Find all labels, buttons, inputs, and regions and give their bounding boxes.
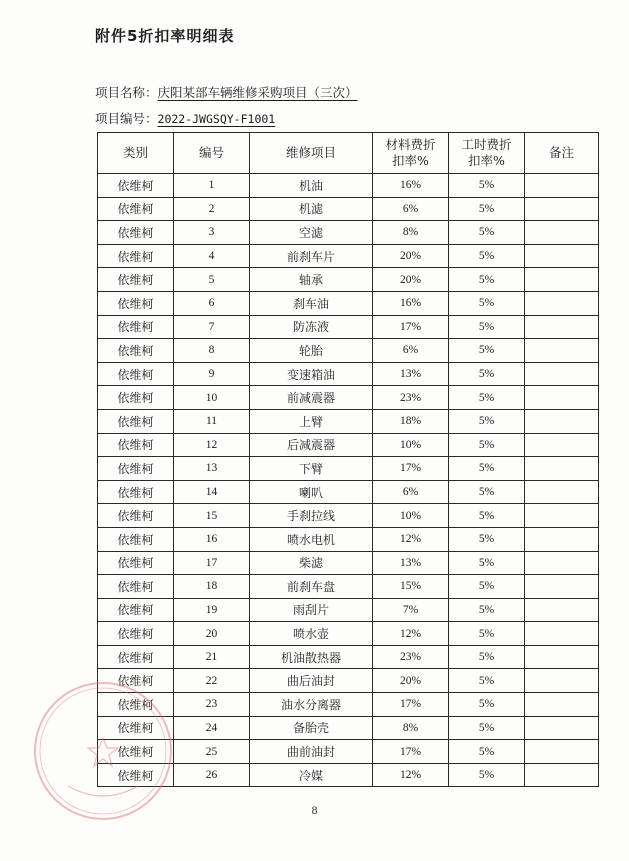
cell-category: 依维柯 [98, 693, 174, 717]
table-row [98, 527, 599, 551]
header-labor-line1: 工时费折 [461, 137, 512, 152]
cell-item: 前刹车盘 [250, 575, 373, 599]
cell-item: 防冻液 [250, 315, 373, 339]
cell-category: 依维柯 [98, 433, 174, 457]
cell-material-rate: 17% [373, 693, 449, 717]
table-row [98, 221, 599, 245]
cell-item: 轴承 [250, 268, 373, 292]
cell-category: 依维柯 [98, 669, 174, 693]
cell-material-rate: 18% [373, 409, 449, 433]
cell-item: 曲前油封 [250, 740, 373, 764]
cell-category: 依维柯 [98, 598, 174, 622]
table-row [98, 268, 599, 292]
cell-material-rate: 17% [373, 457, 449, 481]
cell-category: 依维柯 [98, 386, 174, 410]
cell-labor-rate: 5% [449, 315, 525, 339]
page-number: 8 [311, 806, 318, 817]
cell-note [525, 315, 599, 339]
cell-note [525, 763, 599, 787]
cell-category: 依维柯 [98, 457, 174, 481]
table-row [98, 197, 599, 221]
cell-number: 7 [174, 315, 250, 339]
cell-item: 变速箱油 [250, 362, 373, 386]
cell-note [525, 433, 599, 457]
table-row [98, 457, 599, 481]
cell-labor-rate: 5% [449, 504, 525, 528]
cell-note [525, 409, 599, 433]
cell-category: 依维柯 [98, 622, 174, 646]
cell-labor-rate: 5% [449, 669, 525, 693]
project-name-line [95, 83, 358, 101]
cell-note [525, 645, 599, 669]
cell-item: 手刹拉线 [250, 504, 373, 528]
project-number-line [95, 109, 298, 127]
cell-category: 依维柯 [98, 197, 174, 221]
table-row [98, 740, 599, 764]
table-row [98, 575, 599, 599]
table-row [98, 551, 599, 575]
cell-note [525, 527, 599, 551]
cell-category: 依维柯 [98, 268, 174, 292]
cell-labor-rate: 5% [449, 575, 525, 599]
cell-labor-rate: 5% [449, 362, 525, 386]
cell-item: 曲后油封 [250, 669, 373, 693]
cell-number: 10 [174, 386, 250, 410]
cell-item: 冷媒 [250, 763, 373, 787]
cell-item: 刹车油 [250, 291, 373, 315]
cell-material-rate: 8% [373, 716, 449, 740]
cell-labor-rate: 5% [449, 244, 525, 268]
cell-number: 21 [174, 645, 250, 669]
header-category: 类别 [98, 133, 174, 174]
cell-note [525, 362, 599, 386]
cell-material-rate: 7% [373, 598, 449, 622]
cell-note [525, 551, 599, 575]
cell-labor-rate: 5% [449, 740, 525, 764]
cell-labor-rate: 5% [449, 268, 525, 292]
header-material-rate [373, 133, 449, 174]
cell-labor-rate: 5% [449, 221, 525, 245]
cell-labor-rate: 5% [449, 339, 525, 363]
cell-note [525, 197, 599, 221]
cell-item: 喷水电机 [250, 527, 373, 551]
cell-material-rate: 16% [373, 174, 449, 198]
table-body [98, 174, 599, 787]
cell-category: 依维柯 [98, 504, 174, 528]
cell-item: 前刹车片 [250, 244, 373, 268]
cell-material-rate: 6% [373, 480, 449, 504]
cell-item: 机油 [250, 174, 373, 198]
cell-number: 1 [174, 174, 250, 198]
cell-item: 柴滤 [250, 551, 373, 575]
project-number-label: 项目编号： [95, 111, 158, 126]
header-note: 备注 [525, 133, 599, 174]
header-labor-rate [449, 133, 525, 174]
header-material-line1: 材料费折 [385, 137, 436, 152]
cell-number: 19 [174, 598, 250, 622]
cell-item: 上臂 [250, 409, 373, 433]
cell-category: 依维柯 [98, 551, 174, 575]
cell-category: 依维柯 [98, 339, 174, 363]
cell-labor-rate: 5% [449, 291, 525, 315]
cell-number: 17 [174, 551, 250, 575]
cell-category: 依维柯 [98, 409, 174, 433]
table-header-row [98, 133, 599, 174]
table-row [98, 645, 599, 669]
cell-note [525, 339, 599, 363]
cell-number: 3 [174, 221, 250, 245]
cell-category: 依维柯 [98, 174, 174, 198]
cell-note [525, 291, 599, 315]
cell-number: 14 [174, 480, 250, 504]
cell-labor-rate: 5% [449, 409, 525, 433]
cell-item: 机滤 [250, 197, 373, 221]
cell-number: 22 [174, 669, 250, 693]
cell-note [525, 693, 599, 717]
cell-material-rate: 10% [373, 504, 449, 528]
cell-number: 5 [174, 268, 250, 292]
cell-material-rate: 6% [373, 339, 449, 363]
cell-note [525, 174, 599, 198]
cell-item: 前减震器 [250, 386, 373, 410]
table-row [98, 291, 599, 315]
cell-material-rate: 13% [373, 362, 449, 386]
cell-labor-rate: 5% [449, 174, 525, 198]
cell-note [525, 221, 599, 245]
cell-material-rate: 10% [373, 433, 449, 457]
cell-material-rate: 12% [373, 527, 449, 551]
cell-material-rate: 20% [373, 268, 449, 292]
table-row [98, 409, 599, 433]
cell-item: 喷水壶 [250, 622, 373, 646]
cell-material-rate: 6% [373, 197, 449, 221]
project-number-value: 2022-JWGSQY-F1001 [157, 112, 276, 126]
cell-note [525, 268, 599, 292]
cell-number: 15 [174, 504, 250, 528]
cell-item: 备胎壳 [250, 716, 373, 740]
table-row [98, 174, 599, 198]
table-row [98, 339, 599, 363]
cell-note [525, 740, 599, 764]
cell-labor-rate: 5% [449, 693, 525, 717]
cell-labor-rate: 5% [449, 763, 525, 787]
table-row [98, 362, 599, 386]
table-row [98, 716, 599, 740]
table-row [98, 480, 599, 504]
cell-category: 依维柯 [98, 244, 174, 268]
cell-material-rate: 20% [373, 244, 449, 268]
cell-number: 26 [174, 763, 250, 787]
cell-labor-rate: 5% [449, 622, 525, 646]
cell-number: 2 [174, 197, 250, 221]
cell-note [525, 622, 599, 646]
cell-number: 9 [174, 362, 250, 386]
cell-item: 后减震器 [250, 433, 373, 457]
document-title: 附件5折扣率明细表 [95, 27, 235, 45]
cell-number: 6 [174, 291, 250, 315]
header-item: 维修项目 [250, 133, 373, 174]
cell-number: 24 [174, 716, 250, 740]
table-row [98, 433, 599, 457]
cell-item: 雨刮片 [250, 598, 373, 622]
cell-number: 13 [174, 457, 250, 481]
cell-material-rate: 15% [373, 575, 449, 599]
project-name-value: 庆阳某部车辆维修采购项目（三次） [157, 85, 358, 100]
cell-note [525, 244, 599, 268]
cell-labor-rate: 5% [449, 598, 525, 622]
cell-number: 25 [174, 740, 250, 764]
cell-item: 油水分离器 [250, 693, 373, 717]
cell-category: 依维柯 [98, 575, 174, 599]
cell-item: 轮胎 [250, 339, 373, 363]
cell-note [525, 386, 599, 410]
cell-category: 依维柯 [98, 645, 174, 669]
cell-material-rate: 20% [373, 669, 449, 693]
cell-item: 空滤 [250, 221, 373, 245]
cell-material-rate: 17% [373, 740, 449, 764]
cell-category: 依维柯 [98, 291, 174, 315]
header-material-line2: 扣率% [392, 153, 429, 168]
cell-number: 23 [174, 693, 250, 717]
cell-material-rate: 17% [373, 315, 449, 339]
header-number: 编号 [174, 133, 250, 174]
cell-labor-rate: 5% [449, 645, 525, 669]
table-row [98, 504, 599, 528]
cell-category: 依维柯 [98, 221, 174, 245]
cell-material-rate: 16% [373, 291, 449, 315]
cell-note [525, 598, 599, 622]
cell-item: 喇叭 [250, 480, 373, 504]
discount-rate-table [97, 132, 599, 787]
table-row [98, 669, 599, 693]
cell-material-rate: 12% [373, 763, 449, 787]
cell-material-rate: 13% [373, 551, 449, 575]
cell-number: 16 [174, 527, 250, 551]
cell-labor-rate: 5% [449, 433, 525, 457]
cell-category: 依维柯 [98, 362, 174, 386]
cell-material-rate: 23% [373, 386, 449, 410]
table-row [98, 315, 599, 339]
cell-number: 11 [174, 409, 250, 433]
cell-item: 下臂 [250, 457, 373, 481]
cell-material-rate: 23% [373, 645, 449, 669]
table-row [98, 386, 599, 410]
header-labor-line2: 扣率% [468, 153, 505, 168]
cell-number: 4 [174, 244, 250, 268]
cell-number: 12 [174, 433, 250, 457]
cell-labor-rate: 5% [449, 457, 525, 481]
cell-note [525, 669, 599, 693]
cell-category: 依维柯 [98, 716, 174, 740]
cell-labor-rate: 5% [449, 386, 525, 410]
cell-category: 依维柯 [98, 527, 174, 551]
table-row [98, 598, 599, 622]
cell-note [525, 457, 599, 481]
table-row [98, 693, 599, 717]
cell-number: 20 [174, 622, 250, 646]
cell-labor-rate: 5% [449, 197, 525, 221]
cell-labor-rate: 5% [449, 527, 525, 551]
table-row [98, 622, 599, 646]
cell-number: 8 [174, 339, 250, 363]
cell-note [525, 480, 599, 504]
cell-material-rate: 8% [373, 221, 449, 245]
cell-category: 依维柯 [98, 480, 174, 504]
table-row [98, 244, 599, 268]
cell-note [525, 504, 599, 528]
cell-labor-rate: 5% [449, 716, 525, 740]
table-row [98, 763, 599, 787]
cell-category: 依维柯 [98, 740, 174, 764]
cell-material-rate: 12% [373, 622, 449, 646]
cell-note [525, 575, 599, 599]
cell-number: 18 [174, 575, 250, 599]
cell-labor-rate: 5% [449, 551, 525, 575]
cell-category: 依维柯 [98, 315, 174, 339]
project-name-label: 项目名称： [95, 85, 158, 100]
cell-note [525, 716, 599, 740]
cell-labor-rate: 5% [449, 480, 525, 504]
cell-category: 依维柯 [98, 763, 174, 787]
cell-item: 机油散热器 [250, 645, 373, 669]
